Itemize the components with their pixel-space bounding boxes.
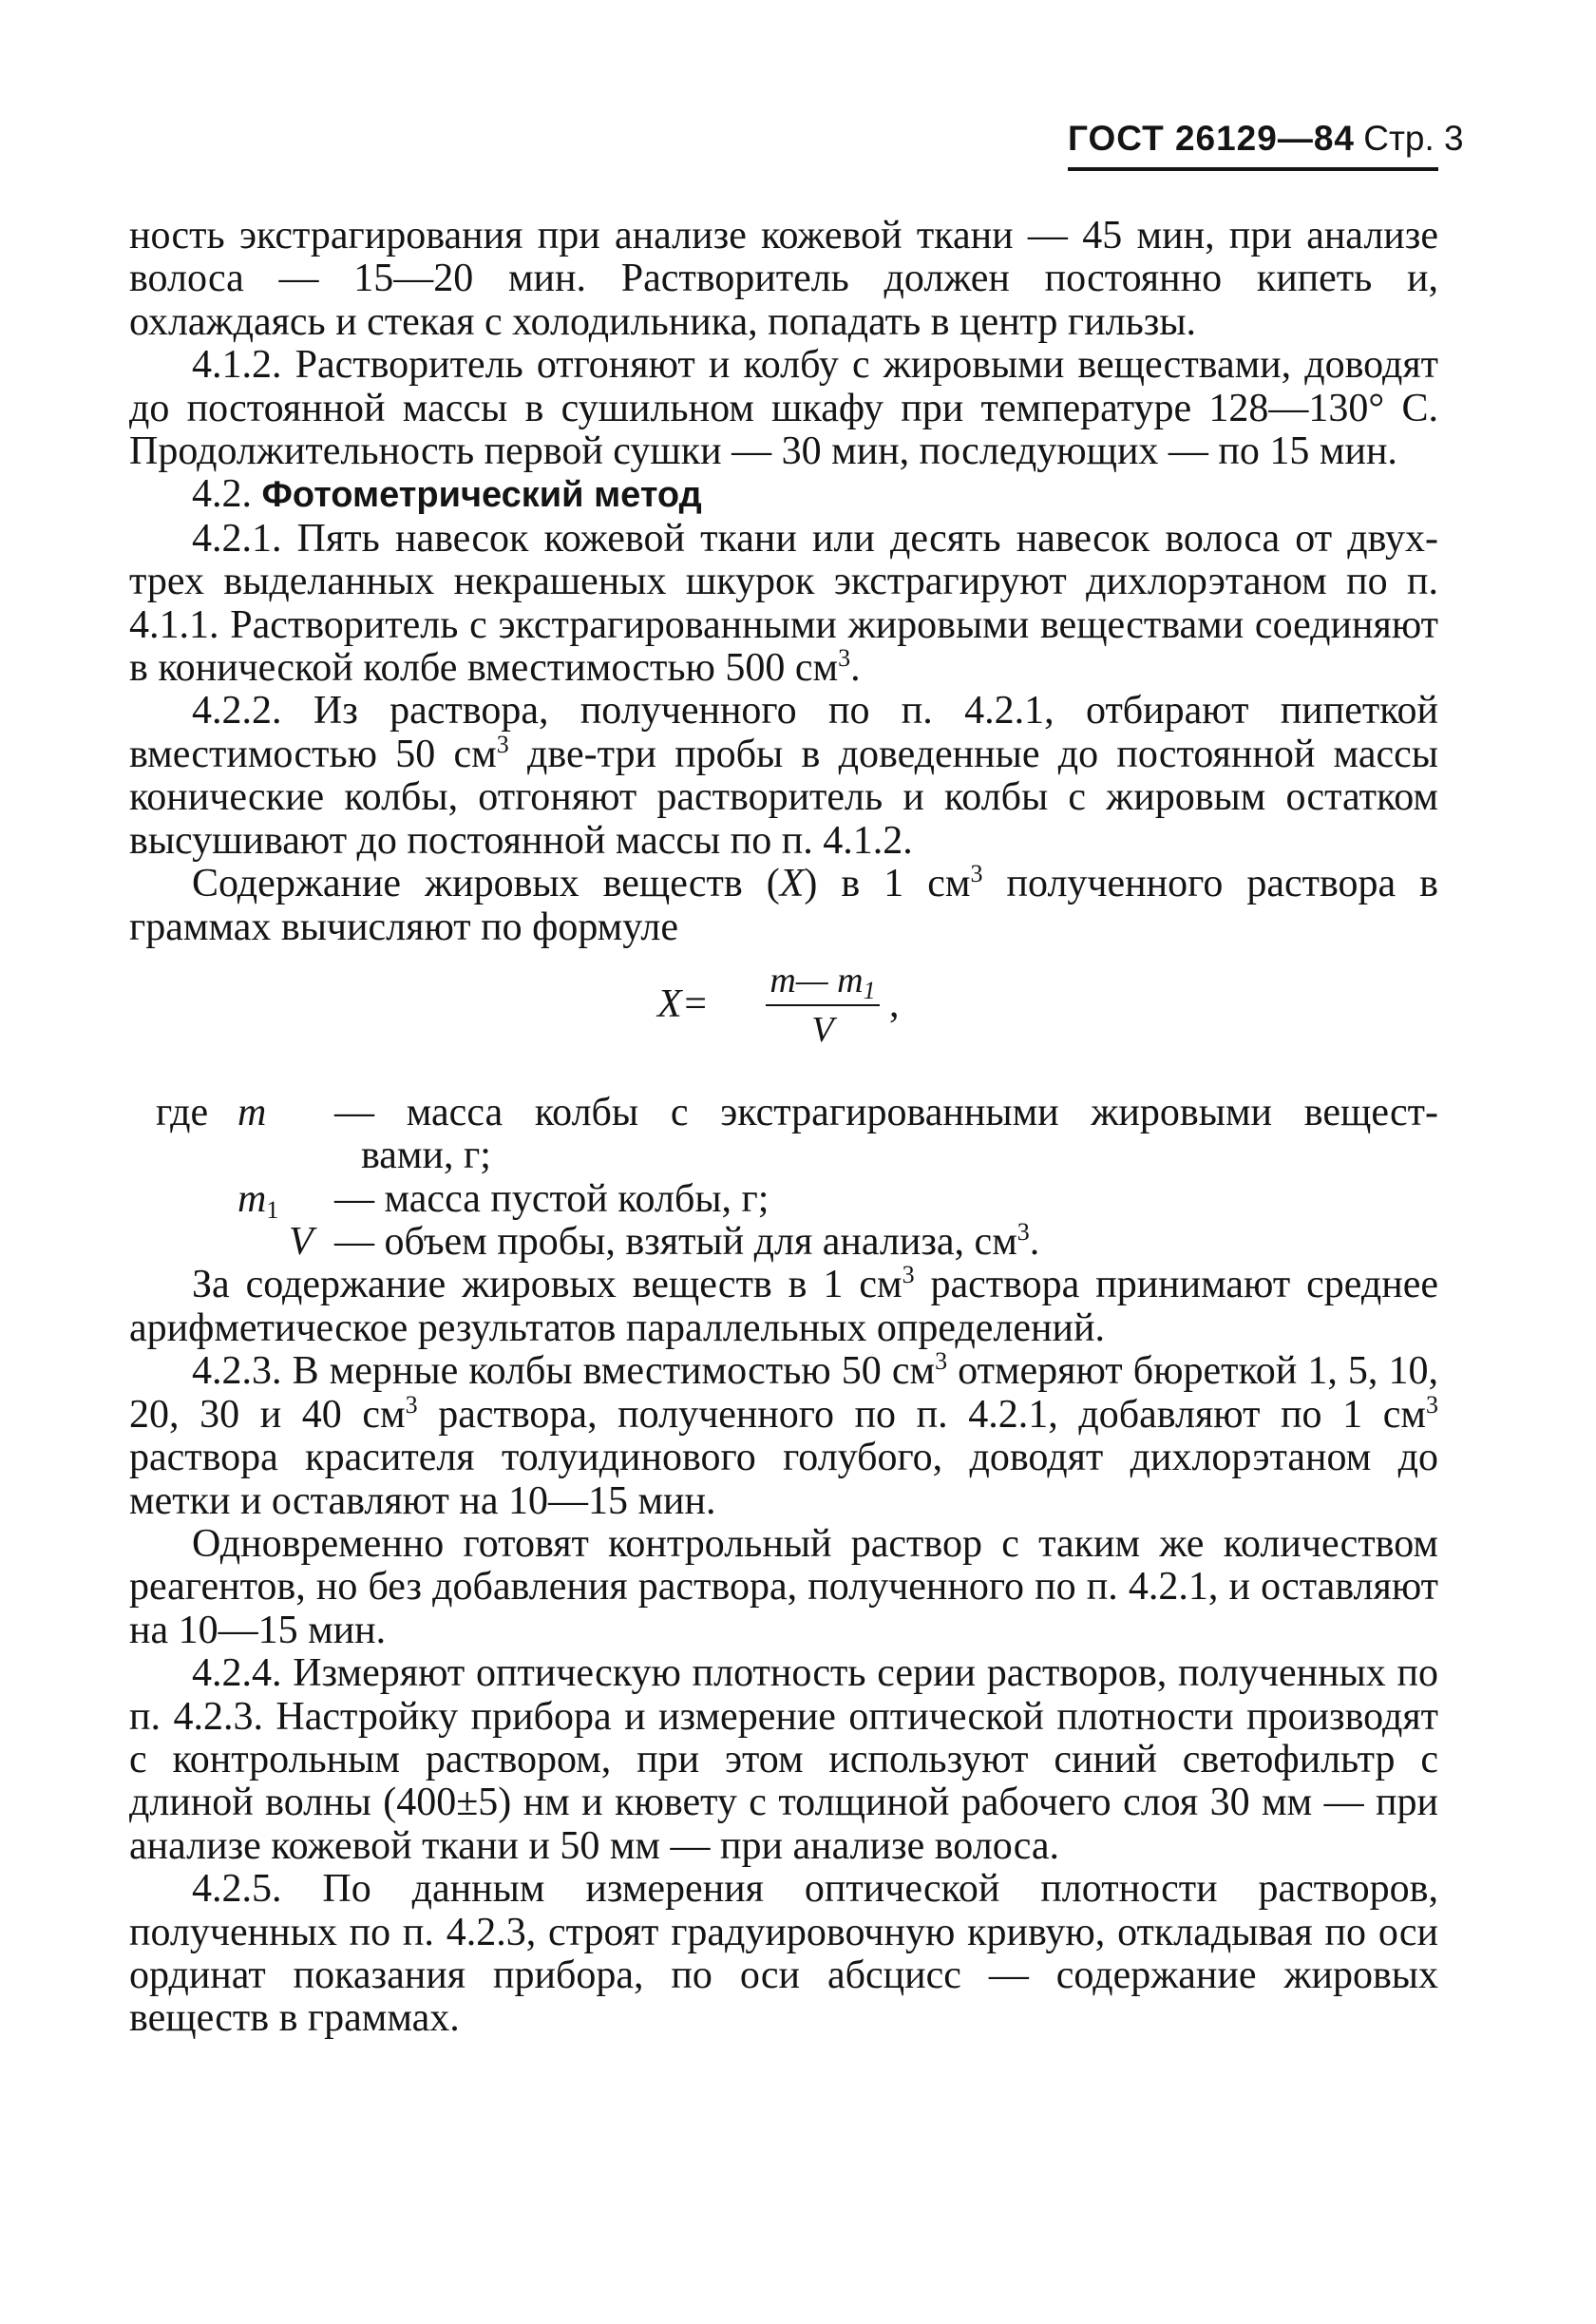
text-fat-c: полученного раствора в граммах вычисляют по формуле [129,862,1439,949]
paragraph-4-2-3 [129,1347,1438,1523]
text-fat-b: ) в 1 см [804,862,971,906]
numerator-subscript: 1 [863,976,876,1004]
symbol-m1 [238,1176,279,1224]
definition-m1 [129,1176,1438,1224]
superscript-3: 3 [902,1261,915,1289]
paragraph-4-2-2 [129,690,1438,863]
superscript-3: 3 [970,860,983,888]
formula [129,949,1438,1092]
formula-denominator: V [811,1009,834,1050]
paragraph-4-2-4: 4.2.4. Измеряют оптическую плотность серии растворов, полученных по п. 4.2.3. Настройку прибора и измерение оптической плотности производят с контрольным раствором, при этом используют синий светофильтр с длиной волны (400±5) нм и кювету с толщиной рабочего слоя 30 мм — при анализе кожевой ткани и 50 мм — при анализе волоса. [129,1651,1438,1868]
paragraph-fat-content [129,860,1439,949]
symbol-m1-letter: m [238,1176,267,1221]
paragraph-average [129,1261,1439,1350]
formula-numerator [766,959,880,1002]
text-4-2-3-d: раствора красителя толуидинового голубого, доводят дихлорэтаном до метки и оставляют на 10—15 мин. [129,1436,1438,1523]
section-number: 4.2. [192,472,252,517]
superscript-3: 3 [405,1390,418,1419]
text-4-2-2-b: две-три пробы в доведенные до постоянной массы конические колбы, отгоняют растворитель и колбы с жировым остатком высушивают до постоянной массы по п. 4.1.2. [129,732,1438,863]
formula-lhs: X= [657,981,709,1026]
formula-fraction [766,959,880,1052]
paragraph-4-2-1 [129,518,1438,691]
page-number: Стр. 3 [1363,119,1464,158]
paragraph-4-1-2: 4.1.2. Растворитель отгоняют и колбу с жировыми веществами, доводят до постоянной массы в сушильном шкафу при температуре 128—130° С. Продолжительность первой сушки — 30 мин, последующих — по 15 мин. [129,343,1438,474]
definition-m-text-cont: вами, г; [361,1133,491,1178]
variable-x: X [779,862,805,906]
definition-v-end: . [1029,1220,1040,1265]
symbol-v: V [289,1220,314,1265]
document-body [129,215,1438,2041]
standard-number: ГОСТ 26129—84 [1068,119,1355,158]
text-4-2-3-b: отмеряют бюреткой 1, 5, 10, 20, 30 и 40 см [129,1349,1438,1437]
definition-m [129,1092,1438,1134]
text-average-b: раствора принимают среднее арифметическое результатов параллельных определений. [129,1263,1439,1350]
paragraph-control-solution: Одновременно готовят контрольный раствор с таким же количеством реагентов, но без добавления раствора, полученного по п. 4.2.1, и оставляют на 10—15 мин. [129,1521,1438,1652]
definition-m1-text: — масса пустой колбы, г; [334,1176,770,1221]
superscript-3: 3 [1426,1390,1438,1419]
text-average-a: За содержание жировых веществ в 1 см [192,1263,902,1307]
fraction-bar [766,1004,880,1006]
symbol-m1-subscript: 1 [266,1195,279,1224]
definition-v [129,1218,1438,1265]
superscript-3: 3 [838,644,851,673]
paragraph-4-2-5: 4.2.5. По данным измерения оптической плотности растворов, полученных по п. 4.2.3, строят градуировочную кривую, откладывая по оси ординат показания прибора, по оси абсцисс — содержание жировых веществ в граммах. [129,1867,1438,2041]
superscript-3: 3 [496,730,509,758]
symbol-m: m [238,1090,267,1134]
text-4-2-1: 4.2.1. Пять навесок кожевой ткани или десять навесок волоса от двух-трех выделанных некрашеных шкурок экстрагируют дихлорэтаном по п. 4.1.1. Растворитель с экстрагированными жировыми веществами соединяют в конической колбе вместимостью 500 см [129,516,1438,691]
section-heading-4-2 [129,473,1438,517]
page-header [1068,118,1464,161]
variable-definitions [129,1092,1438,1265]
where-word: где [156,1090,209,1134]
definition-m-continued [129,1134,1438,1177]
superscript-3: 3 [1016,1218,1030,1247]
paragraph-extraction-duration: ность экстрагирования при анализе кожевой ткани — 45 мин, при анализе волоса — 15—20 мин. Растворитель должен постоянно кипеть и, охлаждаясь и стекая с холодильника, попадать в центр гильзы. [129,214,1438,344]
text-4-2-1-end: . [850,646,861,691]
definition-v-desc: — объем пробы, взятый для анализа, см [334,1220,1017,1265]
section-title: Фотометрический метод [261,475,702,516]
numerator-text: m— m [770,960,864,1000]
text-4-2-3-c: раствора, полученного по п. 4.2.1, добавляют по 1 см [417,1392,1426,1437]
superscript-3: 3 [935,1347,948,1376]
definition-m-text: — масса колбы с экстрагированными жировыми вещест- [334,1090,1438,1134]
header-rule [1068,167,1438,171]
text-4-2-3-a: 4.2.3. В мерные колбы вместимостью 50 см [192,1349,936,1394]
text-fat-a: Содержание жировых веществ ( [192,862,780,906]
formula-comma: , [889,981,900,1026]
text-4-2-2-a: 4.2.2. Из раствора, полученного по п. 4.2.1, отбирают пипеткой вместимостью 50 см [129,689,1438,776]
definition-v-text [334,1218,1438,1265]
